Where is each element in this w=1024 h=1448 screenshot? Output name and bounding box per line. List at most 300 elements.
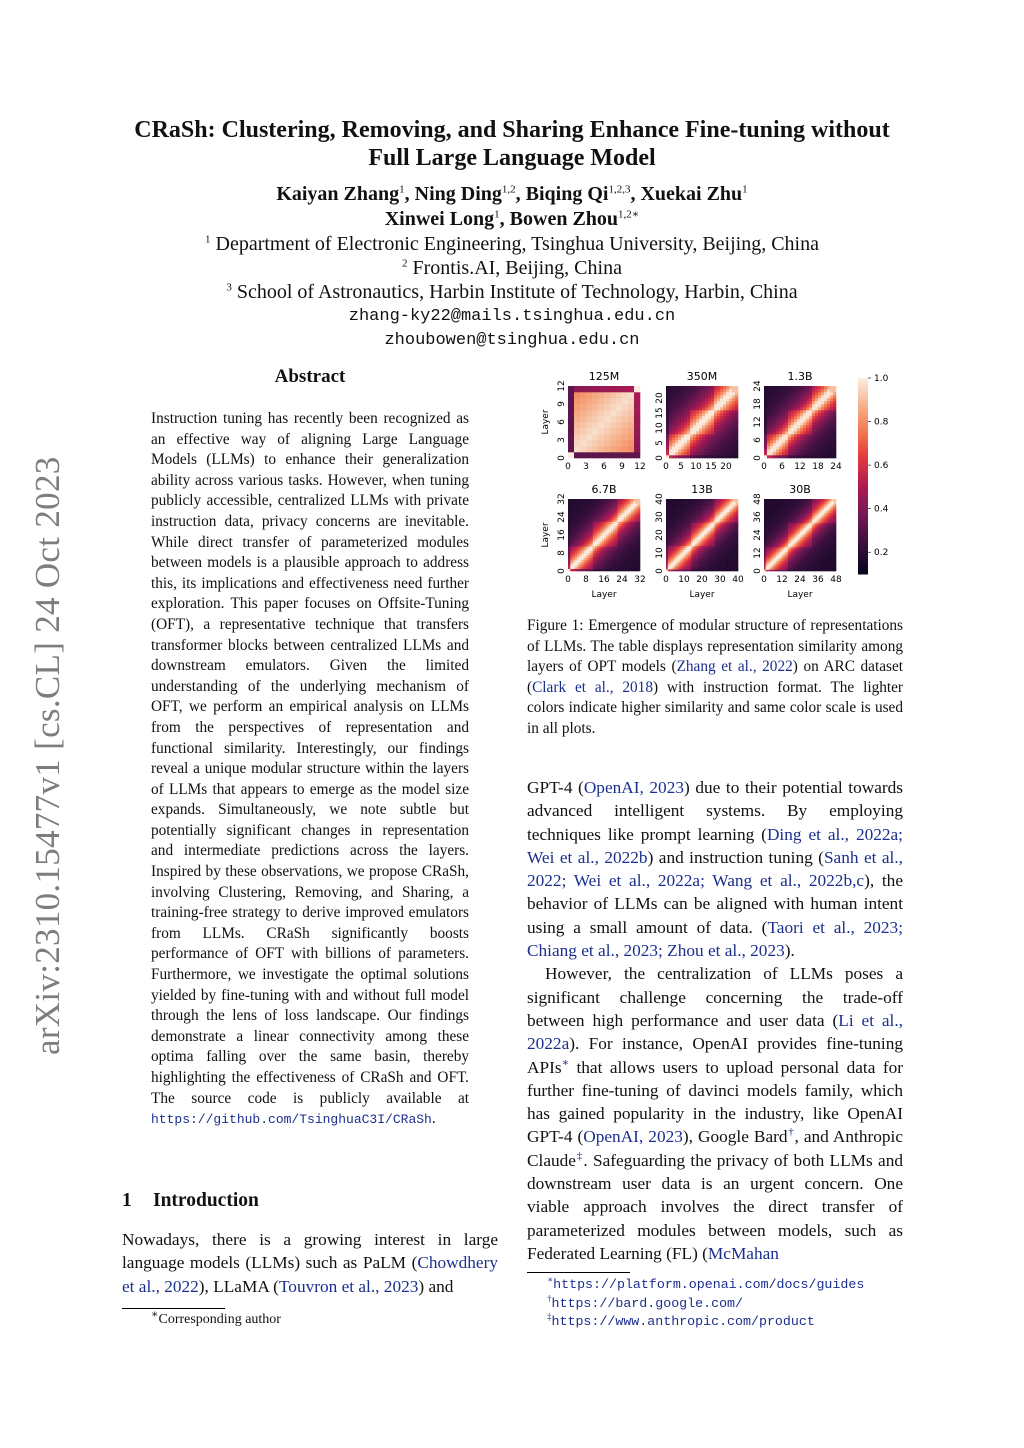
heatmap-cell <box>695 557 697 559</box>
heatmap-cell <box>568 416 574 422</box>
heatmap-cell <box>697 512 699 514</box>
heatmap-cell <box>724 539 726 541</box>
heatmap-cell <box>586 533 589 536</box>
heatmap-cell <box>779 392 782 395</box>
heatmap-cell <box>633 531 636 534</box>
heatmap-cell <box>666 398 669 401</box>
heatmap-cell <box>815 395 818 398</box>
heatmap-cell <box>577 504 580 507</box>
heatmap-cell <box>636 569 639 572</box>
heatmap-cell <box>788 389 791 392</box>
heatmap-cell <box>597 526 600 529</box>
heatmap-cell <box>727 510 729 512</box>
heatmap-cell <box>726 416 729 419</box>
heatmap-cell <box>570 555 573 558</box>
heatmap-cell <box>568 410 574 416</box>
heatmap-cell <box>720 530 722 532</box>
y-tick-label: 20 <box>655 529 665 541</box>
heatmap-cell <box>573 551 576 554</box>
x-tick-label: 0 <box>565 462 571 472</box>
heatmap-cell <box>803 437 806 440</box>
heatmap-cell <box>610 404 616 410</box>
heatmap-cell <box>618 499 621 502</box>
heatmap-cell <box>818 440 821 443</box>
heatmap-cell <box>687 431 690 434</box>
heatmap-cell <box>736 551 738 553</box>
heatmap-cell <box>803 416 806 419</box>
heatmap-cell <box>579 542 582 545</box>
heatmap-cell <box>689 549 691 551</box>
heatmap-cell <box>729 501 731 503</box>
heatmap-cell <box>770 386 773 389</box>
heatmap-cell <box>732 416 735 419</box>
heatmap-cell <box>824 407 827 410</box>
heatmap-cell <box>722 510 724 512</box>
heatmap-cell <box>690 419 693 422</box>
heatmap-cell <box>734 533 736 535</box>
heatmap-cell <box>680 515 682 517</box>
heatmap-cell <box>577 533 580 536</box>
heatmap-cell <box>687 389 690 392</box>
x-tick-label: 10 <box>690 462 702 472</box>
heatmap-cell <box>584 567 587 570</box>
heatmap-cell <box>575 526 578 529</box>
citation-link[interactable]: Touvron et al., 2023 <box>278 1276 419 1296</box>
heatmap-cell <box>696 434 699 437</box>
heatmap-cell <box>678 416 681 419</box>
heatmap-cell <box>689 521 691 523</box>
heatmap-cell <box>714 392 717 395</box>
heatmap-cell <box>812 422 815 425</box>
heatmap-cell <box>602 540 605 543</box>
heatmap-cell <box>613 564 616 567</box>
heatmap-cell <box>689 531 691 533</box>
heatmap-cell <box>638 501 641 504</box>
heatmap-cell <box>684 419 687 422</box>
heatmap-cell <box>633 546 636 549</box>
heatmap-cell <box>600 549 603 552</box>
heatmap-cell <box>794 422 797 425</box>
heatmap-cell <box>691 515 693 517</box>
heatmap-cell <box>627 533 630 536</box>
heatmap-cell <box>723 449 726 452</box>
heatmap-cell <box>779 401 782 404</box>
heatmap-cell <box>586 549 589 552</box>
heatmap-cell <box>679 503 681 505</box>
heatmap-cell <box>666 517 668 519</box>
heatmap-cell <box>666 452 669 455</box>
heatmap-cell <box>591 551 594 554</box>
heatmap-cell <box>679 555 681 557</box>
heatmap-cell <box>579 506 582 509</box>
heatmap-cell <box>691 540 693 542</box>
heatmap-cell <box>624 569 627 572</box>
heatmap-cell <box>633 533 636 536</box>
heatmap-cell <box>670 506 672 508</box>
heatmap-cell <box>672 446 675 449</box>
heatmap-cell <box>803 455 806 458</box>
heatmap-cell <box>702 512 704 514</box>
heatmap-cell <box>707 551 709 553</box>
heatmap-cell <box>713 513 715 515</box>
heatmap-cell <box>670 564 672 566</box>
heatmap-cell <box>726 398 729 401</box>
heatmap-cell <box>677 549 679 551</box>
heatmap-cell <box>729 562 731 564</box>
heatmap-cell <box>824 443 827 446</box>
heatmap-cell <box>627 515 630 518</box>
heatmap-cell <box>714 455 717 458</box>
heatmap-cell <box>678 422 681 425</box>
heatmap-cell <box>688 530 690 532</box>
heatmap-cell <box>666 562 668 564</box>
source-code-link[interactable]: https://github.com/TsinghuaC3I/CRaSh <box>151 1112 432 1128</box>
heatmap-cell <box>573 519 576 522</box>
heatmap-cell <box>634 428 640 434</box>
heatmap-cell <box>568 515 571 518</box>
heatmap-cell <box>600 531 603 534</box>
heatmap-cell <box>716 555 718 557</box>
heatmap-cell <box>718 566 720 568</box>
heatmap-cell <box>734 546 736 548</box>
heatmap-cell <box>611 537 614 540</box>
heatmap-cell <box>624 533 627 536</box>
heatmap-cell <box>715 524 717 526</box>
heatmap-cell <box>600 510 603 513</box>
heatmap-cell <box>734 551 736 553</box>
heatmap-cell <box>729 413 732 416</box>
heatmap-cell <box>584 506 587 509</box>
heatmap-cell <box>669 440 672 443</box>
heatmap-cell <box>776 422 779 425</box>
heatmap-cell <box>726 407 729 410</box>
heatmap-cell <box>717 413 720 416</box>
heatmap-cell <box>788 446 791 449</box>
heatmap-cell <box>715 517 717 519</box>
heatmap-cell <box>715 544 717 546</box>
heatmap-cell <box>636 560 639 563</box>
heatmap-cell <box>604 567 607 570</box>
heatmap-cell <box>711 404 714 407</box>
heatmap-cell <box>720 549 722 551</box>
heatmap-cell <box>713 566 715 568</box>
heatmap-cell <box>679 549 681 551</box>
heatmap-cell <box>595 537 598 540</box>
heatmap-cell <box>606 513 609 516</box>
heatmap-cell <box>693 526 695 528</box>
heatmap-cell <box>724 548 726 550</box>
heatmap-cell <box>693 416 696 419</box>
heatmap-cell <box>620 551 623 554</box>
heatmap-cell <box>588 528 591 531</box>
heatmap-cell <box>677 567 679 569</box>
heatmap-cell <box>803 446 806 449</box>
heatmap-cell <box>629 564 632 567</box>
heatmap-cell <box>809 404 812 407</box>
heatmap-cell <box>678 392 681 395</box>
heatmap-cell <box>691 535 693 537</box>
heatmap-cell <box>631 535 634 538</box>
heatmap-cell <box>679 553 681 555</box>
heatmap-cell <box>733 546 735 548</box>
heatmap-cell <box>724 566 726 568</box>
heatmap-cell <box>604 386 610 392</box>
heatmap-cell <box>788 422 791 425</box>
heatmap-cell <box>682 521 684 523</box>
heatmap-cell <box>708 455 711 458</box>
heatmap-cell <box>686 517 688 519</box>
heatmap-cell <box>699 386 702 389</box>
heatmap-cell <box>597 567 600 570</box>
heatmap-cell <box>673 499 675 501</box>
heatmap-cell <box>815 446 818 449</box>
heatmap-cell <box>613 555 616 558</box>
heatmap-cell <box>593 510 596 513</box>
heatmap-cell <box>727 528 729 530</box>
heatmap-cell <box>586 553 589 556</box>
heatmap-cell <box>631 508 634 511</box>
heatmap-cell <box>722 544 724 546</box>
heatmap-cell <box>707 557 709 559</box>
heatmap-cell <box>636 551 639 554</box>
heatmap-cell <box>716 537 718 539</box>
heatmap-cell <box>779 455 782 458</box>
heatmap-cell <box>616 428 622 434</box>
heatmap-cell <box>615 506 618 509</box>
heatmap-cell <box>668 555 670 557</box>
heatmap-cell <box>693 434 696 437</box>
footnote-corresponding: ∗Corresponding author <box>151 1308 281 1327</box>
heatmap-cell <box>791 449 794 452</box>
heatmap-cell <box>698 533 700 535</box>
citation-link[interactable]: Chowdhery et al., 2022 <box>122 1253 498 1296</box>
heatmap-cell <box>584 537 587 540</box>
heatmap-cell <box>689 551 691 553</box>
heatmap-cell <box>717 449 720 452</box>
heatmap-cell <box>716 551 718 553</box>
heatmap-cell <box>680 560 682 562</box>
heatmap-cell <box>689 504 691 506</box>
heatmap-cell <box>791 425 794 428</box>
heatmap-cell <box>675 455 678 458</box>
heatmap-cell <box>606 508 609 511</box>
heatmap-cell <box>702 419 705 422</box>
heatmap-cell <box>671 558 673 560</box>
heatmap-cell <box>636 542 639 545</box>
y-axis-label: Layer <box>541 522 551 548</box>
heatmap-cell <box>788 440 791 443</box>
heatmap-cell <box>704 501 706 503</box>
heatmap-cell <box>722 499 724 501</box>
heatmap-cell <box>827 419 830 422</box>
heatmap-cell <box>693 512 695 514</box>
heatmap-cell <box>568 546 571 549</box>
x-axis-label: Layer <box>591 590 617 600</box>
heatmap-cell <box>720 440 723 443</box>
heatmap-cell <box>620 535 623 538</box>
heatmap-cell <box>818 401 821 404</box>
heatmap-cell <box>734 544 736 546</box>
heatmap-cell <box>575 562 578 565</box>
heatmap-cell <box>733 504 735 506</box>
heatmap-cell <box>713 519 715 521</box>
heatmap-cell <box>588 544 591 547</box>
heatmap-cell <box>681 419 684 422</box>
heatmap-cell <box>573 508 576 511</box>
heatmap-cell <box>577 540 580 543</box>
y-tick-label: 12 <box>557 380 567 392</box>
heatmap-cell <box>812 413 815 416</box>
heatmap-cell <box>713 531 715 533</box>
heatmap-cell <box>707 537 709 539</box>
heatmap-cell <box>779 434 782 437</box>
heatmap-cell <box>733 535 735 537</box>
heatmap-cell <box>776 413 779 416</box>
heatmap-cell <box>711 431 714 434</box>
heatmap-cell <box>716 510 718 512</box>
heatmap-cell <box>577 537 580 540</box>
heatmap-cell <box>675 395 678 398</box>
heatmap-cell <box>638 519 641 522</box>
heatmap-cell <box>669 416 672 419</box>
heatmap-cell <box>735 443 738 446</box>
heatmap-cell <box>690 410 693 413</box>
heatmap-cell <box>687 452 690 455</box>
heatmap-cell <box>622 551 625 554</box>
heatmap-cell <box>604 410 610 416</box>
heatmap-cell <box>574 398 580 404</box>
heatmap-cell <box>675 452 678 455</box>
heatmap-cell <box>686 539 688 541</box>
heatmap-cell <box>812 437 815 440</box>
heatmap-cell <box>668 558 670 560</box>
heatmap-cell <box>785 425 788 428</box>
heatmap-cell <box>620 513 623 516</box>
heatmap-cell <box>575 540 578 543</box>
intro-paragraph: Nowadays, there is a growing interest in large language models (LLMs) such as PaLM (Chowdhery et al., 2022), LLaMA (Touvron et al., 2023) and <box>122 1230 498 1296</box>
heatmap-cell <box>580 434 586 440</box>
heatmap-cell <box>628 428 634 434</box>
heatmap-cell <box>680 521 682 523</box>
heatmap-cell <box>727 530 729 532</box>
heatmap-cell <box>812 386 815 389</box>
heatmap-cell <box>579 537 582 540</box>
heatmap-cell <box>611 513 614 516</box>
heatmap-cell <box>610 452 616 458</box>
heatmap-cell <box>671 551 673 553</box>
heatmap-cell <box>708 443 711 446</box>
heatmap-cell <box>682 504 684 506</box>
heatmap-cell <box>591 526 594 529</box>
heatmap-cell <box>711 519 713 521</box>
heatmap-cell <box>788 425 791 428</box>
heatmap-cell <box>688 544 690 546</box>
heatmap-cell <box>600 560 603 563</box>
heatmap-cell <box>695 503 697 505</box>
heatmap-cell <box>688 564 690 566</box>
heatmap-cell <box>591 564 594 567</box>
heatmap-cell <box>722 530 724 532</box>
heatmap-cell <box>726 446 729 449</box>
heatmap-cell <box>722 519 724 521</box>
heatmap-cell <box>776 395 779 398</box>
heatmap-cell <box>812 389 815 392</box>
heatmap-cell <box>616 452 622 458</box>
heatmap-cell <box>696 401 699 404</box>
heatmap-cell <box>573 537 576 540</box>
heatmap-cell <box>711 558 713 560</box>
heatmap-cell <box>568 535 571 538</box>
y-tick-label: 0 <box>655 568 665 574</box>
heatmap-cell <box>708 425 711 428</box>
heatmap-cell <box>697 537 699 539</box>
heatmap-cell <box>711 416 714 419</box>
heatmap-cell <box>675 566 677 568</box>
heatmap-cell <box>693 419 696 422</box>
heatmap-cell <box>726 452 729 455</box>
heatmap-cell <box>668 533 670 535</box>
heatmap-cell <box>684 501 686 503</box>
heatmap-cell <box>582 526 585 529</box>
heatmap-cell <box>691 562 693 564</box>
heatmap-cell <box>705 404 708 407</box>
heatmap-cell <box>824 422 827 425</box>
heatmap-cell <box>693 407 696 410</box>
heatmap-cell <box>724 535 726 537</box>
heatmap-cell <box>806 413 809 416</box>
heatmap-cell <box>734 501 736 503</box>
heatmap-cell <box>785 452 788 455</box>
heatmap-cell <box>678 443 681 446</box>
heatmap-cell <box>611 501 614 504</box>
heatmap-cell <box>779 419 782 422</box>
heatmap-cell <box>679 562 681 564</box>
x-tick-label: 0 <box>663 575 669 585</box>
heatmap-cell <box>688 513 690 515</box>
heatmap-cell <box>709 560 711 562</box>
heatmap-cell <box>570 544 573 547</box>
heatmap-cell <box>680 501 682 503</box>
heatmap-cell <box>736 535 738 537</box>
heatmap-cell <box>688 566 690 568</box>
heatmap-cell <box>733 557 735 559</box>
heatmap-cell <box>773 422 776 425</box>
heatmap-cell <box>671 503 673 505</box>
heatmap-cell <box>729 410 732 413</box>
heatmap-cell <box>686 549 688 551</box>
heatmap-cell <box>595 544 598 547</box>
heatmap-cell <box>767 422 770 425</box>
heatmap-cell <box>627 558 630 561</box>
heatmap-cell <box>684 449 687 452</box>
heatmap-cell <box>827 431 830 434</box>
heatmap-cell <box>809 416 812 419</box>
heatmap-cell <box>629 553 632 556</box>
heatmap-cell <box>622 446 628 452</box>
heatmap-cell <box>670 553 672 555</box>
heatmap-cell <box>788 413 791 416</box>
heatmap-cell <box>602 535 605 538</box>
heatmap-cell <box>697 531 699 533</box>
heatmap-cell <box>675 449 678 452</box>
heatmap-cell <box>736 562 738 564</box>
heatmap-cell <box>627 560 630 563</box>
heatmap-cell <box>691 519 693 521</box>
heatmap-cell <box>806 443 809 446</box>
heatmap-cell <box>604 392 610 398</box>
heatmap-cell <box>705 425 708 428</box>
heatmap-cell <box>689 557 691 559</box>
